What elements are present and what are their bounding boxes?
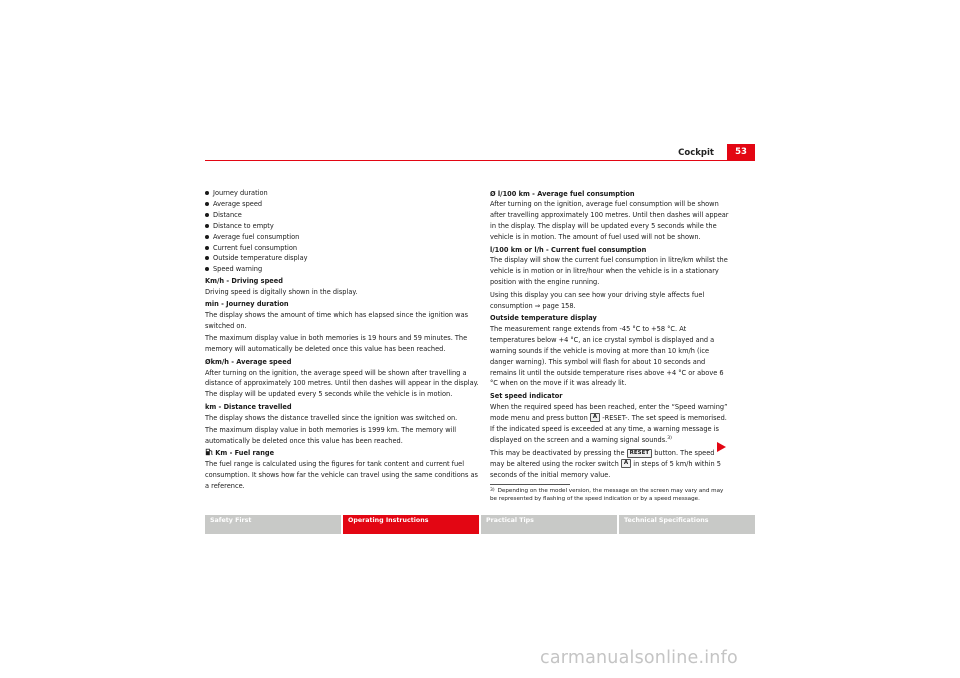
paragraph: The maximum display value in both memories is 19 hours and 59 minutes. The memory will automatically be deleted once this value has been reached.: [205, 334, 468, 354]
paragraph: The maximum display value in both memories is 1999 km. The memory will automatically be deleted once this value has been reached.: [205, 426, 457, 445]
tab-safety-first[interactable]: Safety First: [205, 515, 341, 534]
paragraph: Using this display you can see how your driving style affects fuel consumption ⇒ page 158.: [490, 290, 705, 310]
section-heading-journey-duration: min - Journey duration: [205, 300, 289, 309]
paragraph: The display shows the amount of time which has elapsed since the ignition was switched on.: [205, 310, 469, 330]
paragraph: The display shows the distance travelled since the ignition was switched on.: [205, 413, 458, 422]
section-heading-outside-temperature: Outside temperature display: [490, 313, 597, 322]
footnote-ref: 3): [667, 436, 672, 442]
paragraph: The measurement range extends from -45 °C to +58 °C. At temperatures below +4 °C, an ice crystal symbol is displayed and a warning sounds if the vehicle is moving at more than 10 km/h (ice danger warning). This symbol will flash for about 10 seconds and remains lit until the outside temperature rises above +4 °C or above 6 °C when on the move if it was already lit.: [490, 324, 724, 388]
right-column: [490, 188, 730, 482]
left-column: [205, 188, 481, 493]
paragraph: When the required speed has been reached, enter the “Speed warning” mode menu and press button A -RESET-. The set speed is memorised. If the indicated speed is exceeded at any time, a warning message is displayed on the screen and a warning signal sounds.$^{3)}$: [490, 402, 728, 445]
section-heading-fuel-range: [205, 448, 481, 459]
display-options-list: [205, 188, 481, 275]
watermark: carmanualsonline.info: [540, 648, 738, 668]
paragraph: After turning on the ignition, the average speed will be shown after travelling a distance of approximately 100 metres. Until then dashes will appear in the display. The display will be updated every 5 seconds while the vehicle is in motion.: [205, 368, 479, 399]
paragraph: After turning on the ignition, average fuel consumption will be shown after travelling approximately 100 metres. Until then dashes will appear in the display. The display will be updated every 5 seconds while the vehicle is in motion. The amount of fuel used will not be shown.: [490, 200, 729, 242]
footnote-text: Depending on the model version, the message on the screen may vary and may be represented by flashing of the speed indication or by a speed message.: [490, 488, 724, 502]
list-item: Journey duration: [205, 188, 481, 199]
section-heading-average-speed: Økm/h - Average speed: [205, 357, 292, 366]
next-page-arrow-icon: [717, 442, 726, 452]
section-heading-speed-indicator: Set speed indicator: [490, 391, 563, 400]
paragraph: Driving speed is digitally shown in the display.: [205, 287, 358, 296]
list-item: Average speed: [205, 199, 481, 210]
list-item: Distance to empty: [205, 221, 481, 232]
list-item: Distance: [205, 210, 481, 221]
list-item: Speed warning: [205, 264, 481, 275]
paragraph: The display will show the current fuel consumption in litre/km whilst the vehicle is in motion or in litre/hour when the vehicle is in a stationary position with the engine running.: [490, 256, 728, 287]
section-heading-current-fuel: l/100 km or l/h - Current fuel consumption: [490, 245, 647, 254]
footnote: [490, 487, 730, 503]
button-a-label: A: [590, 413, 600, 422]
fuel-pump-icon: [205, 448, 213, 456]
reset-button-label: RESET: [627, 449, 652, 458]
fuel-range-heading-text: Km - Fuel range: [215, 449, 275, 458]
section-heading-distance: km - Distance travelled: [205, 402, 292, 411]
footnote-number: 3): [490, 488, 495, 493]
tab-operating-instructions[interactable]: Operating Instructions: [343, 515, 479, 534]
list-item: Current fuel consumption: [205, 243, 481, 254]
page-header-title: Cockpit: [678, 148, 714, 158]
footer-section-tabs: [205, 515, 755, 534]
page-number: 53: [727, 144, 755, 160]
list-item: Average fuel consumption: [205, 232, 481, 243]
paragraph: This may be deactivated by pressing the RESET button. The speed may be altered using the rocker switch A in steps of 5 km/h within 5 seconds of the initial memory value.: [490, 449, 721, 479]
tab-practical-tips[interactable]: Practical Tips: [481, 515, 617, 534]
paragraph: The fuel range is calculated using the figures for tank content and current fuel consumption. It shows how far the vehicle can travel using the same conditions as a reference.: [205, 460, 478, 491]
rocker-switch-label: A: [621, 459, 631, 468]
section-heading-average-fuel: Ø l/100 km - Average fuel consumption: [490, 189, 635, 198]
list-item: Outside temperature display: [205, 253, 481, 264]
footnote-rule: [490, 484, 570, 485]
tab-technical-specifications[interactable]: Technical Specifications: [619, 515, 755, 534]
header-rule: [205, 160, 755, 161]
section-heading-driving-speed: Km/h - Driving speed: [205, 276, 283, 285]
